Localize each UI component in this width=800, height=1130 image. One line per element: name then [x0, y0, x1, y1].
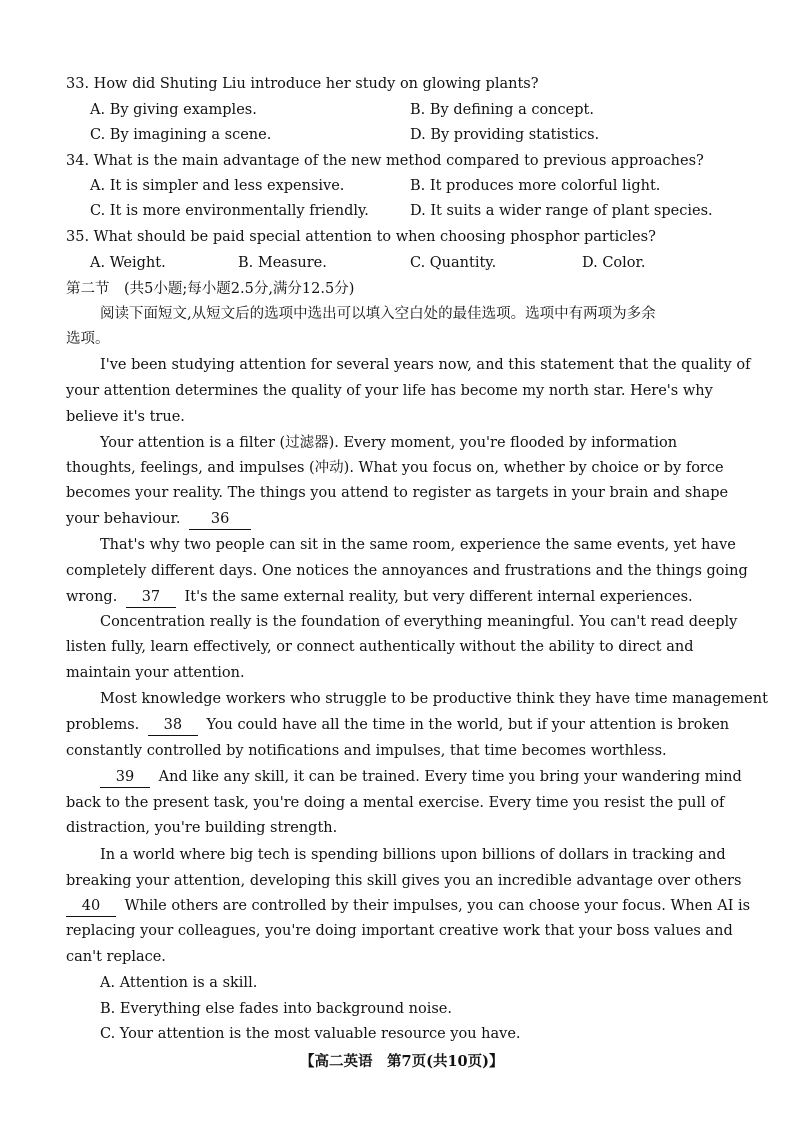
passage-line: maintain your attention.	[66, 665, 245, 681]
passage-line: thoughts, feelings, and impulses (冲动). What you focus on, whether by choice or by force	[66, 460, 724, 476]
question-33-option-d: D. By providing statistics.	[410, 127, 600, 143]
passage-line: distraction, you're building strength.	[66, 820, 338, 836]
passage-line: can't replace.	[66, 949, 166, 965]
passage-line: your attention determines the quality of your life has become my north star. Here's why	[66, 383, 713, 399]
blank-39[interactable]: 39	[100, 767, 150, 788]
passage-line: believe it's true.	[66, 409, 185, 425]
passage-text: your behaviour.	[66, 511, 181, 527]
section-instruction-cont: 选项。	[66, 331, 110, 347]
question-34-option-a: A. It is simpler and less expensive.	[90, 178, 345, 194]
question-34-option-c: C. It is more environmentally friendly.	[90, 203, 369, 219]
section-instruction: 阅读下面短文,从短文后的选项中选出可以填入空白处的最佳选项。选项中有两项为多余	[100, 306, 656, 322]
passage-line: That's why two people can sit in the same room, experience the same events, yet have	[100, 537, 736, 553]
page-footer: 【高二英语 第7页(共10页)】	[300, 1053, 504, 1070]
passage-text: You could have all the time in the world, but if your attention is broken	[206, 717, 730, 733]
passage-line: Your attention is a filter (过滤器). Every moment, you're flooded by information	[100, 435, 678, 451]
question-35-stem: 35. What should be paid special attention to when choosing phosphor particles?	[66, 229, 656, 245]
passage-line	[66, 587, 693, 608]
passage-text: wrong.	[66, 589, 118, 605]
blank-40[interactable]: 40	[66, 896, 116, 917]
blank-37[interactable]: 37	[126, 587, 176, 608]
question-33-option-a: A. By giving examples.	[90, 102, 257, 118]
section-heading: 第二节 (共5小题;每小题2.5分,满分12.5分)	[66, 281, 355, 297]
choice-a: A. Attention is a skill.	[100, 975, 258, 991]
passage-line: back to the present task, you're doing a mental exercise. Every time you resist the pull of	[66, 795, 725, 811]
choice-b: B. Everything else fades into background noise.	[100, 1001, 452, 1017]
question-35-option-c: C. Quantity.	[410, 255, 497, 271]
passage-line: constantly controlled by notifications and impulses, that time becomes worthless.	[66, 743, 667, 759]
passage-line	[66, 715, 729, 736]
passage-text: And like any skill, it can be trained. Every time you bring your wandering mind	[158, 769, 742, 785]
passage-line: completely different days. One notices the annoyances and frustrations and the things going	[66, 563, 748, 579]
passage-line	[66, 509, 255, 530]
blank-38[interactable]: 38	[148, 715, 198, 736]
blank-36[interactable]: 36	[189, 509, 251, 530]
question-33-option-b: B. By defining a concept.	[410, 102, 594, 118]
passage-line	[100, 767, 742, 788]
passage-line: I've been studying attention for several years now, and this statement that the quality of	[100, 357, 751, 373]
question-34-option-d: D. It suits a wider range of plant species.	[410, 203, 713, 219]
question-33-stem: 33. How did Shuting Liu introduce her study on glowing plants?	[66, 76, 539, 92]
passage-line: listen fully, learn effectively, or connect authentically without the ability to direct and	[66, 639, 694, 655]
choice-c: C. Your attention is the most valuable resource you have.	[100, 1026, 521, 1042]
passage-line: breaking your attention, developing this skill gives you an incredible advantage over others	[66, 873, 742, 889]
passage-text: While others are controlled by their impulses, you can choose your focus. When AI is	[124, 898, 751, 914]
passage-line	[66, 896, 750, 917]
passage-line: Most knowledge workers who struggle to be productive think they have time management	[100, 691, 768, 707]
passage-text: It's the same external reality, but very different internal experiences.	[184, 589, 693, 605]
question-34-stem: 34. What is the main advantage of the new method compared to previous approaches?	[66, 153, 704, 169]
passage-line: Concentration really is the foundation of everything meaningful. You can't read deeply	[100, 614, 738, 630]
question-34-option-b: B. It produces more colorful light.	[410, 178, 661, 194]
question-35-option-d: D. Color.	[582, 255, 646, 271]
question-33-option-c: C. By imagining a scene.	[90, 127, 272, 143]
passage-line: In a world where big tech is spending billions upon billions of dollars in tracking and	[100, 847, 726, 863]
question-35-option-b: B. Measure.	[238, 255, 327, 271]
passage-line: becomes your reality. The things you attend to register as targets in your brain and shape	[66, 485, 729, 501]
passage-line: replacing your colleagues, you're doing important creative work that your boss values and	[66, 923, 733, 939]
question-35-option-a: A. Weight.	[90, 255, 166, 271]
passage-text: problems.	[66, 717, 140, 733]
